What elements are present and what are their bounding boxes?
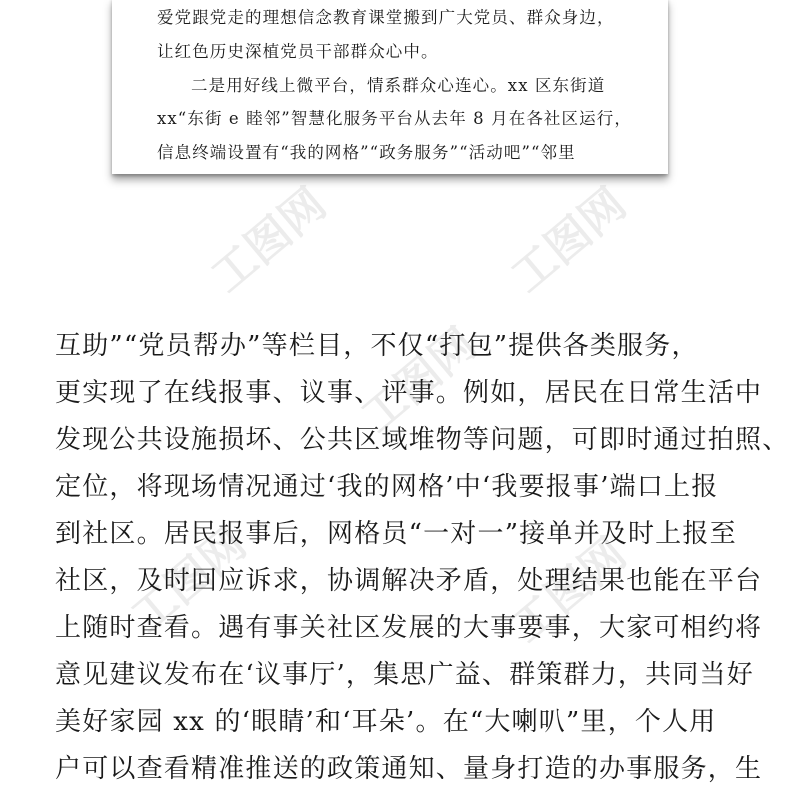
watermark-logo: 工图网	[201, 178, 336, 303]
body-text-line: 意见建议发布在‘议事厅’，集思广益、群策群力，共同当好	[55, 660, 754, 690]
watermark-logo: 工图网	[501, 528, 636, 653]
card-text-line: 信息终端设置有“我的网格”“政务服务”“活动吧”“邻里	[157, 143, 576, 162]
body-text-line: 上随时查看。遇有事关社区发展的大事要事，大家可相约将	[55, 613, 763, 643]
card-text-line: 让红色历史深植党员干部群众心中。	[157, 42, 439, 61]
watermark-logo: 工图网	[351, 318, 486, 443]
body-text-line: 互助”“党员帮办”等栏目，不仅“打包”提供各类服务，	[55, 331, 699, 361]
watermark-logo: 工图网	[121, 518, 256, 643]
body-text-line: 定位，将现场情况通过‘我的网格’中‘我要报事’端口上报	[55, 472, 719, 502]
card-text-line: 爱党跟党走的理想信念教育课堂搬到广大党员、群众身边，	[157, 8, 615, 27]
embedded-document-card	[112, 0, 668, 174]
body-text-line: 发现公共设施损坏、公共区域堆物等问题，可即时通过拍照、	[55, 425, 790, 455]
body-text-line: 更实现了在线报事、议事、评事。例如，居民在日常生活中	[55, 378, 763, 408]
body-text-line: 户可以查看精准推送的政策通知、量身打造的办事服务，生	[55, 754, 763, 784]
watermark-logo: 工图网	[501, 178, 636, 303]
body-text-line: 美好家园 xx 的‘眼睛’和‘耳朵’。在“大喇叭”里，个人用	[55, 707, 717, 737]
card-text-line: 二是用好线上微平台，情系群众心连心。xx 区东街道	[191, 76, 606, 95]
body-text-line: 到社区。居民报事后，网格员“一对一”接单并及时上报至	[55, 519, 737, 549]
card-text-line: xx“东街 e 睦邻”智慧化服务平台从去年 8 月在各社区运行，	[157, 109, 632, 128]
body-text-line: 社区，及时回应诉求，协调解决矛盾，处理结果也能在平台	[55, 566, 763, 596]
